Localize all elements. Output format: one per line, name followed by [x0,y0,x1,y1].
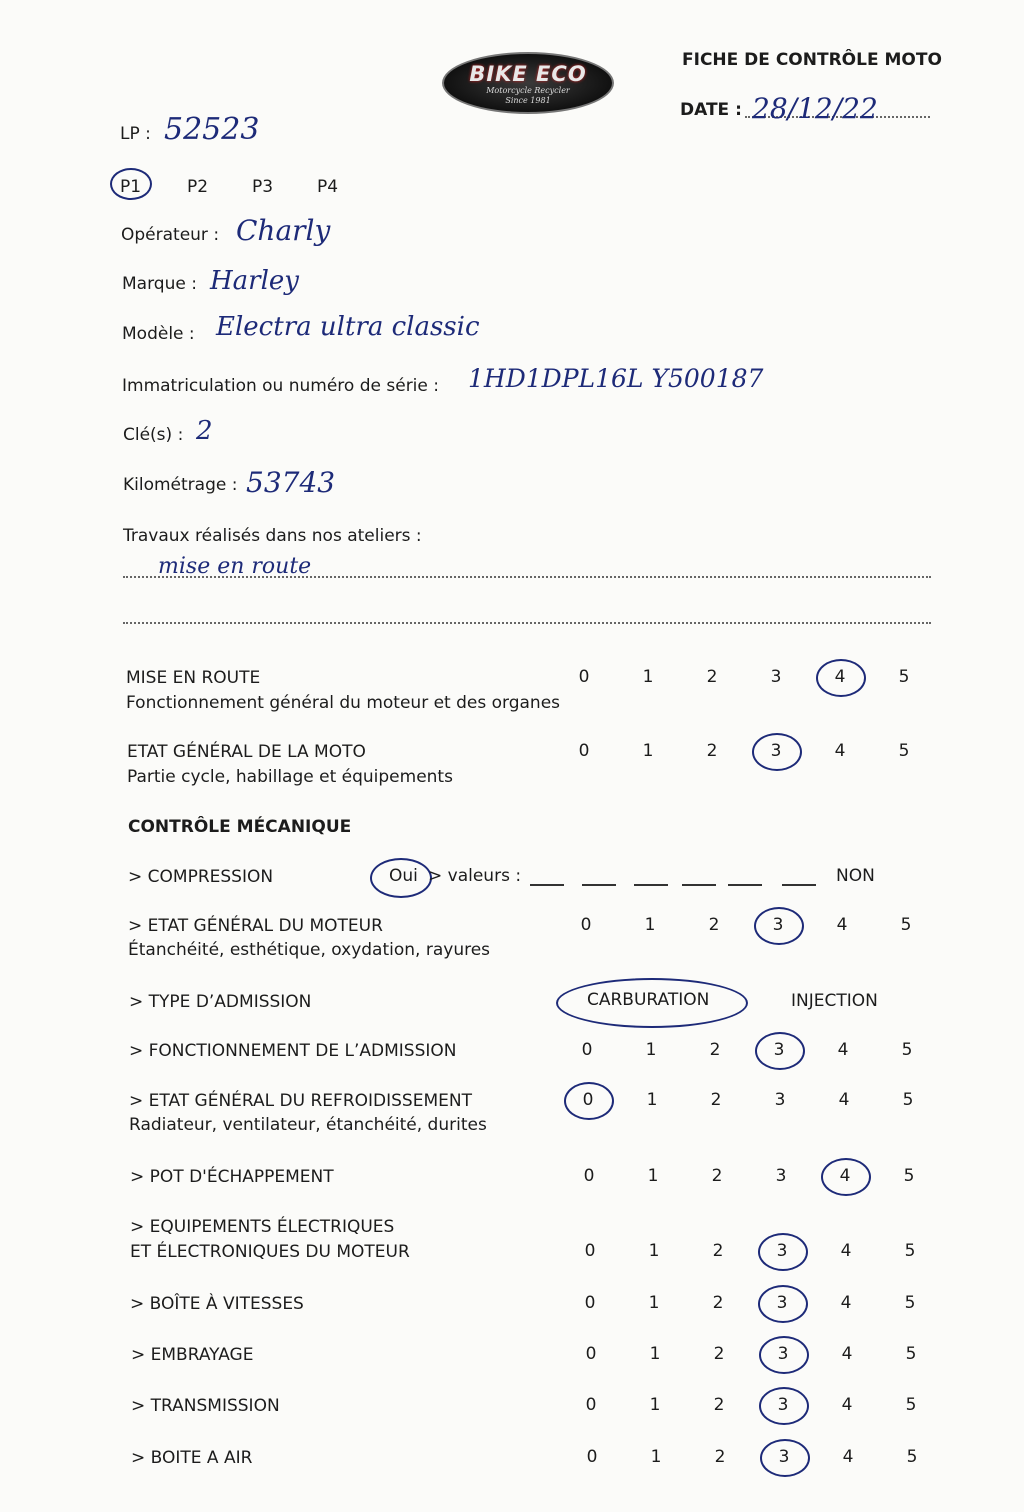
refroidissement-title: > ETAT GÉNÉRAL DU REFROIDISSEMENT [129,1091,472,1111]
bike-eco-logo [442,52,614,114]
score-5[interactable]: 5 [900,915,912,935]
travaux-line-1 [123,576,931,578]
score-4[interactable]: 4 [842,1447,854,1467]
score-0[interactable]: 0 [584,1293,596,1313]
admission-injection[interactable]: INJECTION [791,991,878,1011]
score-1[interactable]: 1 [646,1090,658,1110]
form-title: FICHE DE CONTRÔLE MOTO [682,50,942,70]
etat-moteur-subtitle: Étanchéité, esthétique, oxydation, rayures [128,940,491,960]
position-selected-circle [110,168,152,200]
score-1[interactable]: 1 [648,1241,660,1261]
score-5[interactable]: 5 [904,1293,916,1313]
selected-score-circle [755,1032,805,1070]
score-1[interactable]: 1 [649,1395,661,1415]
date-label: DATE : [680,100,742,120]
score-5[interactable]: 5 [905,1395,917,1415]
score-3[interactable]: 3 [776,1241,788,1261]
score-2[interactable]: 2 [712,1293,724,1313]
equipements-electriques-subtitle: ET ÉLECTRONIQUES DU MOTEUR [130,1242,410,1262]
selected-score-circle [759,1387,809,1425]
pot-echappement-title: > POT D'ÉCHAPPEMENT [130,1167,334,1187]
logo-since: Since 1981 [505,96,551,105]
score-3[interactable]: 3 [777,1344,789,1364]
score-0[interactable]: 0 [585,1395,597,1415]
score-5[interactable]: 5 [898,741,910,761]
score-4[interactable]: 4 [838,1090,850,1110]
score-3[interactable]: 3 [770,741,782,761]
score-4[interactable]: 4 [836,915,848,935]
equipements-electriques-title: > EQUIPEMENTS ÉLECTRIQUES [130,1217,395,1237]
score-1[interactable]: 1 [650,1447,662,1467]
logo-name: BIKE ECO [469,62,587,86]
score-0[interactable]: 0 [581,1040,593,1060]
compression-non[interactable]: NON [836,866,875,886]
kilometrage-value[interactable]: 53743 [246,466,336,499]
score-5[interactable]: 5 [904,1241,916,1261]
etat-moteur-title: > ETAT GÉNÉRAL DU MOTEUR [128,916,383,936]
boite-a-air-title: > BOITE A AIR [131,1448,253,1468]
immatriculation-value[interactable]: 1HD1DPL16L Y500187 [468,364,764,393]
score-4[interactable]: 4 [840,1241,852,1261]
score-3[interactable]: 3 [774,1090,786,1110]
modele-value[interactable]: Electra ultra classic [216,312,480,342]
score-3[interactable]: 3 [778,1447,790,1467]
score-2[interactable]: 2 [713,1395,725,1415]
score-4[interactable]: 4 [841,1395,853,1415]
modele-label: Modèle : [122,324,195,344]
kilometrage-label: Kilométrage : [123,475,238,495]
score-0[interactable]: 0 [586,1447,598,1467]
score-2[interactable]: 2 [706,741,718,761]
selected-score-circle [760,1439,810,1477]
score-3[interactable]: 3 [776,1293,788,1313]
score-2[interactable]: 2 [710,1090,722,1110]
cles-value[interactable]: 2 [196,416,213,446]
travaux-line-2 [123,622,931,624]
score-5[interactable]: 5 [905,1344,917,1364]
score-3[interactable]: 3 [772,915,784,935]
selected-score-circle [754,907,804,945]
score-2[interactable]: 2 [711,1166,723,1186]
score-5[interactable]: 5 [901,1040,913,1060]
marque-label: Marque : [122,274,197,294]
score-2[interactable]: 2 [714,1447,726,1467]
compression-value-blanks [530,884,820,886]
fonctionnement-admission-title: > FONCTIONNEMENT DE L’ADMISSION [129,1041,457,1061]
compression-values-label: > valeurs : [428,866,522,886]
selected-score-circle [758,1285,808,1323]
transmission-title: > TRANSMISSION [131,1396,280,1416]
score-3[interactable]: 3 [773,1040,785,1060]
immatriculation-label: Immatriculation ou numéro de série : [122,376,439,396]
boite-vitesses-title: > BOÎTE À VITESSES [130,1294,304,1314]
score-5[interactable]: 5 [906,1447,918,1467]
score-5[interactable]: 5 [902,1090,914,1110]
score-2[interactable]: 2 [712,1241,724,1261]
admission-selected-circle [556,978,748,1028]
score-0[interactable]: 0 [583,1166,595,1186]
score-1[interactable]: 1 [644,915,656,935]
score-5[interactable]: 5 [898,667,910,687]
score-1[interactable]: 1 [647,1166,659,1186]
score-1[interactable]: 1 [645,1040,657,1060]
score-0[interactable]: 0 [578,667,590,687]
selected-score-circle [564,1082,614,1120]
score-2[interactable]: 2 [713,1344,725,1364]
logo-tagline: Motorcycle Recycler [486,86,570,95]
score-4[interactable]: 4 [837,1040,849,1060]
position-p1[interactable]: P1 [120,177,142,197]
refroidissement-subtitle: Radiateur, ventilateur, étanchéité, durites [129,1115,487,1135]
marque-value[interactable]: Harley [210,266,299,296]
score-4[interactable]: 4 [840,1293,852,1313]
score-1[interactable]: 1 [642,741,654,761]
score-1[interactable]: 1 [649,1344,661,1364]
etat-moto-title: ETAT GÉNÉRAL DE LA MOTO [127,742,366,762]
score-0[interactable]: 0 [585,1344,597,1364]
compression-title: > COMPRESSION [128,867,274,887]
score-0[interactable]: 0 [578,741,590,761]
cles-label: Clé(s) : [123,425,184,445]
score-4[interactable]: 4 [841,1344,853,1364]
lp-label: LP : [120,124,151,144]
mise-en-route-subtitle: Fonctionnement général du moteur et des organes [126,693,561,713]
lp-value[interactable]: 52523 [164,112,260,147]
score-4[interactable]: 4 [834,741,846,761]
score-3[interactable]: 3 [770,667,782,687]
controle-mecanique-title: CONTRÔLE MÉCANIQUE [128,817,352,837]
embrayage-title: > EMBRAYAGE [131,1345,254,1365]
score-1[interactable]: 1 [648,1293,660,1313]
score-2[interactable]: 2 [709,1040,721,1060]
score-0[interactable]: 0 [580,915,592,935]
score-4[interactable]: 4 [834,667,846,687]
selected-score-circle [759,1336,809,1374]
score-4[interactable]: 4 [839,1166,851,1186]
score-2[interactable]: 2 [706,667,718,687]
position-p3[interactable]: P3 [252,177,274,197]
position-p2[interactable]: P2 [187,177,209,197]
compression-oui[interactable]: Oui [389,866,418,886]
score-3[interactable]: 3 [777,1395,789,1415]
selected-score-circle [752,733,802,771]
score-2[interactable]: 2 [708,915,720,935]
position-p4[interactable]: P4 [317,177,339,197]
operateur-value[interactable]: Charly [236,214,331,247]
selected-score-circle [821,1158,871,1196]
score-0[interactable]: 0 [584,1241,596,1261]
score-3[interactable]: 3 [775,1166,787,1186]
compression-selected-circle [370,858,432,898]
operateur-label: Opérateur : [121,225,220,245]
admission-carburation[interactable]: CARBURATION [587,990,710,1010]
mise-en-route-title: MISE EN ROUTE [126,668,261,688]
admission-type-title: > TYPE D’ADMISSION [129,992,312,1012]
etat-moto-subtitle: Partie cycle, habillage et équipements [127,767,453,787]
score-1[interactable]: 1 [642,667,654,687]
score-0[interactable]: 0 [582,1090,594,1110]
selected-score-circle [758,1233,808,1271]
travaux-value[interactable]: mise en route [158,554,312,579]
score-5[interactable]: 5 [903,1166,915,1186]
date-value[interactable]: 28/12/22 [752,92,878,125]
travaux-label: Travaux réalisés dans nos ateliers : [123,526,422,546]
selected-score-circle [816,659,866,697]
